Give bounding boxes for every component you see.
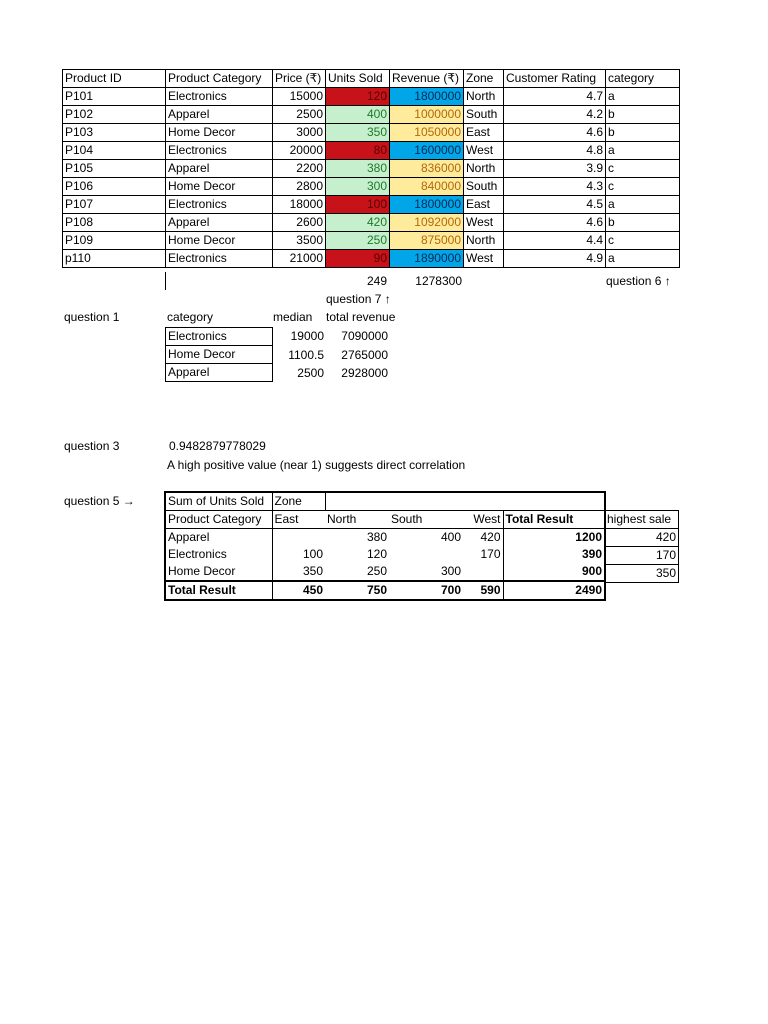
pivot-total-row xyxy=(165,581,605,600)
pivot-column-header: Total Result xyxy=(503,511,605,529)
product-cell: 18000 xyxy=(273,196,326,214)
q1-category-cell: Home Decor xyxy=(166,346,273,364)
product-cell: 4.6 xyxy=(504,124,606,142)
pivot-column-header: West xyxy=(463,511,503,529)
q1-category-cell: Apparel xyxy=(166,364,273,382)
highest-sale-value: 420 xyxy=(605,529,679,547)
revenue-total: 1278300 xyxy=(415,274,462,288)
pivot-value: 380 xyxy=(366,530,387,544)
product-cell: c xyxy=(606,178,680,196)
product-cell: North xyxy=(464,160,504,178)
q1-row xyxy=(166,364,273,382)
totals-cell-box xyxy=(165,272,166,290)
pivot-zone-blank xyxy=(325,492,605,511)
pivot-value xyxy=(463,563,503,581)
pivot-value: 390 xyxy=(503,546,605,563)
pivot-category: Electronics xyxy=(168,547,227,562)
pivot-header-row xyxy=(165,511,605,529)
highest-sale-table xyxy=(604,510,679,583)
product-cell: P105 xyxy=(63,160,166,178)
product-cell: a xyxy=(606,196,680,214)
product-cell: a xyxy=(606,250,680,268)
pivot-total-value: 2490 xyxy=(503,581,605,600)
product-row xyxy=(63,124,680,142)
product-cell: 4.7 xyxy=(504,88,606,106)
highest-sale-row xyxy=(605,565,679,583)
pivot-zone-label: Zone xyxy=(272,492,325,511)
product-cell: b xyxy=(606,124,680,142)
product-cell: East xyxy=(464,196,504,214)
pivot-data-row xyxy=(165,529,605,547)
product-cell: West xyxy=(464,250,504,268)
column-header: Product Category xyxy=(166,70,273,88)
column-header: Zone xyxy=(464,70,504,88)
product-cell: West xyxy=(464,142,504,160)
product-cell: 4.4 xyxy=(504,232,606,250)
product-cell: 1890000 xyxy=(390,250,464,268)
question-1-category-list xyxy=(165,327,273,382)
product-table-header-row xyxy=(63,70,680,88)
product-cell: P103 xyxy=(63,124,166,142)
q1-median-value: 2500 xyxy=(297,366,324,380)
product-cell: 3.9 xyxy=(504,160,606,178)
product-cell: P109 xyxy=(63,232,166,250)
product-cell: c xyxy=(606,160,680,178)
pivot-value: 300 xyxy=(440,564,461,579)
pivot-value: 250 xyxy=(366,564,387,579)
product-row xyxy=(63,250,680,268)
product-cell: North xyxy=(464,232,504,250)
pivot-value: 350 xyxy=(272,563,325,581)
column-header: Units Sold xyxy=(326,70,390,88)
q1-category-cell: Electronics xyxy=(166,328,273,346)
product-cell: Home Decor xyxy=(166,124,273,142)
pivot-category: Home Decor xyxy=(168,564,236,579)
product-row xyxy=(63,106,680,124)
product-cell: p110 xyxy=(63,250,166,268)
product-cell: a xyxy=(606,88,680,106)
pivot-value: 170 xyxy=(480,547,501,562)
product-cell: P101 xyxy=(63,88,166,106)
product-cell: Home Decor xyxy=(166,178,273,196)
pivot-value xyxy=(389,546,463,563)
pivot-column-header: East xyxy=(272,511,325,529)
column-header: category xyxy=(606,70,680,88)
pivot-category: Apparel xyxy=(168,530,210,544)
units-sold-total: 249 xyxy=(366,274,387,288)
highest-sale-value: 350 xyxy=(605,565,679,583)
product-cell: East xyxy=(464,124,504,142)
product-cell: 1092000 xyxy=(390,214,464,232)
product-cell: 4.2 xyxy=(504,106,606,124)
product-cell: b xyxy=(606,214,680,232)
product-cell: 300 xyxy=(326,178,390,196)
product-cell: b xyxy=(606,106,680,124)
question-6-label: question 6 ↑ xyxy=(606,274,671,288)
product-cell: 100 xyxy=(326,196,390,214)
product-cell: Home Decor xyxy=(166,232,273,250)
product-cell: 21000 xyxy=(273,250,326,268)
product-cell: P102 xyxy=(63,106,166,124)
product-cell: 1800000 xyxy=(390,88,464,106)
highest-sale-header: highest sale xyxy=(605,511,679,529)
product-cell: Apparel xyxy=(166,214,273,232)
column-header: Revenue (₹) xyxy=(390,70,464,88)
question-7-label: question 7 ↑ xyxy=(326,292,391,306)
q1-category-header: category xyxy=(167,310,214,324)
product-cell: P104 xyxy=(63,142,166,160)
product-cell: North xyxy=(464,88,504,106)
pivot-column-header: North xyxy=(325,511,389,529)
pivot-title: Sum of Units Sold xyxy=(165,492,272,511)
pivot-value: 420 xyxy=(480,530,501,544)
column-header: Price (₹) xyxy=(273,70,326,88)
product-cell: 120 xyxy=(326,88,390,106)
product-row xyxy=(63,196,680,214)
product-cell: P108 xyxy=(63,214,166,232)
q1-total-revenue-value: 2765000 xyxy=(341,347,388,362)
product-cell: 20000 xyxy=(273,142,326,160)
product-cell: 3000 xyxy=(273,124,326,142)
q1-total-revenue-header: total revenue xyxy=(326,310,396,324)
product-cell: 350 xyxy=(326,124,390,142)
pivot-table xyxy=(164,491,606,601)
product-cell: 1050000 xyxy=(390,124,464,142)
pivot-value: 1200 xyxy=(503,529,605,547)
product-cell: South xyxy=(464,178,504,196)
product-cell: 80 xyxy=(326,142,390,160)
q1-total-revenue-value: 7090000 xyxy=(341,329,388,343)
product-cell: 2800 xyxy=(273,178,326,196)
product-cell: 4.3 xyxy=(504,178,606,196)
pivot-total-value: 450 xyxy=(272,581,325,600)
product-cell: 2600 xyxy=(273,214,326,232)
pivot-data-row xyxy=(165,563,605,581)
column-header: Product ID xyxy=(63,70,166,88)
product-cell: 1600000 xyxy=(390,142,464,160)
product-cell: P106 xyxy=(63,178,166,196)
highest-sale-value: 170 xyxy=(605,547,679,565)
pivot-total-value: 750 xyxy=(325,581,389,600)
product-cell: West xyxy=(464,214,504,232)
product-row xyxy=(63,142,680,160)
product-cell: 380 xyxy=(326,160,390,178)
product-cell: Electronics xyxy=(166,250,273,268)
column-header: Customer Rating xyxy=(504,70,606,88)
product-cell: 4.6 xyxy=(504,214,606,232)
product-cell: Electronics xyxy=(166,196,273,214)
pivot-value: 100 xyxy=(272,546,325,563)
pivot-value xyxy=(272,529,325,547)
correlation-note: A high positive value (near 1) suggests direct correlation xyxy=(167,458,466,472)
product-row xyxy=(63,160,680,178)
product-cell: 1800000 xyxy=(390,196,464,214)
product-cell: 400 xyxy=(326,106,390,124)
product-cell: P107 xyxy=(63,196,166,214)
product-cell: 2500 xyxy=(273,106,326,124)
product-row xyxy=(63,232,680,250)
product-cell: a xyxy=(606,142,680,160)
correlation-value: 0.9482879778029 xyxy=(169,439,266,453)
product-cell: 840000 xyxy=(390,178,464,196)
question-3-label: question 3 xyxy=(64,439,120,453)
q1-median-value: 19000 xyxy=(290,329,324,343)
product-row xyxy=(63,88,680,106)
q1-median-value: 1100.5 xyxy=(288,347,324,362)
product-cell: 836000 xyxy=(390,160,464,178)
pivot-total-value: 590 xyxy=(463,581,503,600)
pivot-value: 400 xyxy=(440,530,461,544)
question-1-label: question 1 xyxy=(64,310,120,324)
product-cell: Apparel xyxy=(166,106,273,124)
pivot-row-header: Product Category xyxy=(165,511,272,529)
pivot-data-row xyxy=(165,546,605,563)
q1-total-revenue-value: 2928000 xyxy=(341,366,388,380)
pivot-total-label: Total Result xyxy=(165,581,272,600)
highest-sale-header-row xyxy=(605,511,679,529)
pivot-total-value: 700 xyxy=(389,581,463,600)
product-cell: 2200 xyxy=(273,160,326,178)
product-cell: c xyxy=(606,232,680,250)
product-cell: 4.5 xyxy=(504,196,606,214)
product-row xyxy=(63,214,680,232)
product-cell: 4.8 xyxy=(504,142,606,160)
pivot-column-header: South xyxy=(389,511,463,529)
product-row xyxy=(63,178,680,196)
product-cell: Electronics xyxy=(166,142,273,160)
q1-row xyxy=(166,346,273,364)
product-cell: Apparel xyxy=(166,160,273,178)
product-cell: South xyxy=(464,106,504,124)
highest-sale-row xyxy=(605,547,679,565)
pivot-value: 120 xyxy=(366,547,387,562)
product-cell: 420 xyxy=(326,214,390,232)
pivot-title-row xyxy=(165,492,605,511)
product-cell: 90 xyxy=(326,250,390,268)
highest-sale-row xyxy=(605,529,679,547)
product-cell: 875000 xyxy=(390,232,464,250)
product-cell: 15000 xyxy=(273,88,326,106)
product-cell: 3500 xyxy=(273,232,326,250)
product-cell: 4.9 xyxy=(504,250,606,268)
product-table xyxy=(62,69,680,268)
q1-median-header: median xyxy=(273,310,313,324)
q1-row xyxy=(166,328,273,346)
product-cell: 1000000 xyxy=(390,106,464,124)
product-cell: 250 xyxy=(326,232,390,250)
product-cell: Electronics xyxy=(166,88,273,106)
pivot-value: 900 xyxy=(503,563,605,581)
question-5-label: question 5 → xyxy=(64,494,135,508)
